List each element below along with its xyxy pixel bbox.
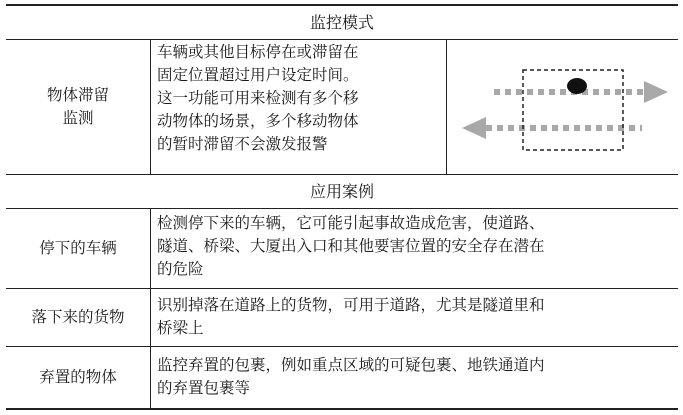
mode-description: 车辆或其他目标停在或滞留在 固定位置超过用户设定时间。 这一功能可用来检测有多个移 动物体的场景，多个移动物体 的暂时滞留不会激发报警: [157, 43, 359, 153]
stationary-object: [567, 78, 587, 94]
case-description-abandoned-object: 监控弃置的包裹，例如重点区域的可疑包裹、地铁通道内 的弃置包裹等: [157, 356, 545, 397]
case-description-stopped-vehicle: 检测停下来的车辆，它可能引起事故造成危害，使道路、 隧道、桥梁、大厦出入口和其他要害位置的安全存在潜在 的危险: [157, 214, 545, 278]
table-bottom-rule: [6, 408, 678, 410]
monitor-mode-header: 监控模式: [309, 13, 374, 32]
application-cases-header: 应用案例: [309, 182, 374, 201]
case-name-fallen-cargo: 落下来的货物: [31, 308, 125, 326]
case-description-fallen-cargo: 识别掉落在道路上的货物，可用于道路，尤其是隧道里和 桥梁上: [157, 296, 545, 337]
case-name-stopped-vehicle: 停下的车辆: [39, 239, 117, 257]
case-name-abandoned-object: 弃置的物体: [39, 368, 117, 386]
loitering-diagram: [446, 42, 678, 177]
monitoring-table: [6, 4, 678, 410]
left-moving-arrow: [462, 117, 642, 139]
mode-name: 物体滞留 监测: [46, 86, 109, 127]
